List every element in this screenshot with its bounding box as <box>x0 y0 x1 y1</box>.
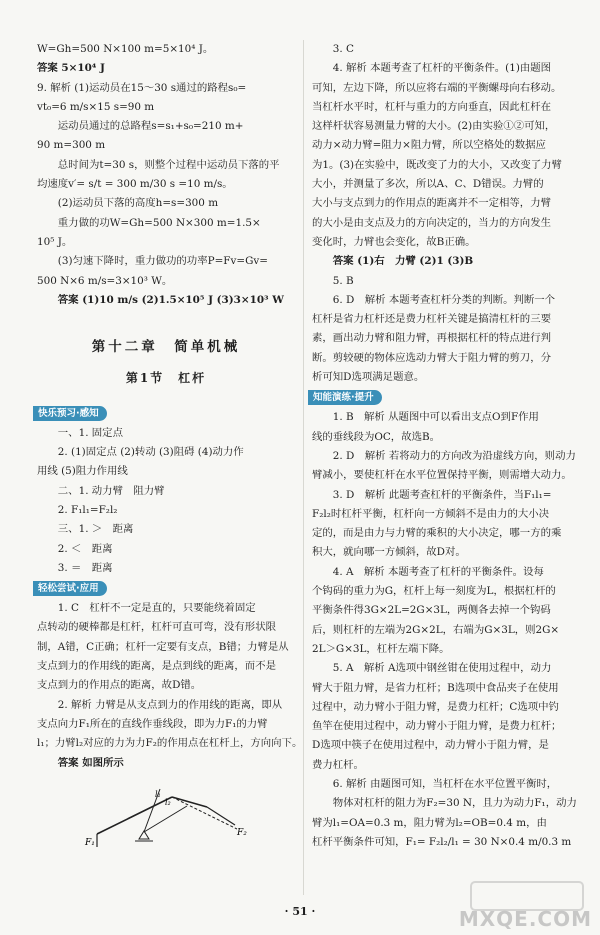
label-f2: F₂ <box>237 827 247 838</box>
text-line: l₁；力臂l₂对应的力为力F₂的作用点在杠杆上，方向向下。 <box>37 737 303 750</box>
text-line: 1. B 解析 从题图中可以看出支点O到F作用 <box>332 411 539 424</box>
text-line: 2. ＜ 距离 <box>57 542 113 555</box>
text-line: 臂大于阻力臂，是省力杠杆；B选项中食品夹子在使用 <box>312 681 559 694</box>
text-line: 答案 (1)10 m/s (2)1.5×10⁵ J (3)3×10³ W <box>57 293 284 306</box>
text-line: F₂l₂时杠杆平衡，杠杆向一方倾斜不是由力的大小决 <box>312 507 550 520</box>
right-bottom-block <box>312 408 577 852</box>
label-l2: l₂ <box>165 797 171 807</box>
text-line: vt₀=6 m/s×15 s=90 m <box>37 100 155 113</box>
text-line: 2. (1)固定点 (2)转动 (3)阻碍 (4)动力作 <box>57 446 244 459</box>
lever-diagram <box>77 779 257 849</box>
label-f1: F₁ <box>85 837 95 848</box>
text-line: 可知，左边下降，所以应将右端的平衡螺母向右移动。 <box>312 81 562 94</box>
text-line: 6. 解析 由题图可知，当杠杆在水平位置平衡时， <box>332 777 558 790</box>
text-line: 3. D 解析 此题考查杠杆的平衡条件，当F₁l₁= <box>332 488 552 501</box>
text-line: 1. C 杠杆不一定是直的，只要能绕着固定 <box>57 602 256 615</box>
left-mid-block <box>37 424 295 578</box>
chapter-title: 第十二章 简单机械 <box>91 339 241 356</box>
text-line: 6. D 解析 本题考查杠杆分类的判断。判断一个 <box>332 293 556 306</box>
text-line: 支点向力F₁所在的直线作垂线段，即为力F₁的力臂 <box>37 717 268 730</box>
column-divider <box>303 40 304 895</box>
watermark-text: MXQE.COM <box>458 906 592 931</box>
text-line: 4. 解析 本题考查了杠杆的平衡条件。(1)由题图 <box>332 62 552 75</box>
right-top-block <box>312 40 568 387</box>
text-line: 臂为l₁=OA=0.3 m，阻力臂为l₂=OB=0.4 m，由 <box>312 816 547 829</box>
text-line: 答案 5×10⁴ J <box>37 62 105 75</box>
force-line-dashed <box>172 797 237 829</box>
right-column <box>312 40 577 852</box>
text-line: 支点到力的作用点的距离，故D错。 <box>37 679 202 692</box>
text-line: 臂减小，要使杠杆在水平位置保持平衡，则需增大动力。 <box>312 469 572 482</box>
text-line: 2. 解析 力臂是从支点到力的作用线的距离，即从 <box>57 698 283 711</box>
text-line: 大小与支点到力的作用点的距离并不一定相等，力臂 <box>312 197 551 210</box>
text-line: 物体对杠杆的阻力为F₂=30 N，且力为动力F₁，动力 <box>332 797 577 810</box>
text-line: D选项中筷子在使用过程中，动力臂小于阻力臂，是 <box>312 739 549 752</box>
text-line: 为1。(3)在实验中，既改变了力的大小，又改变了力臂 <box>312 158 562 171</box>
page-number: · 51 · <box>284 904 316 918</box>
text-line: 平衡条件得3G×2L=2G×3L，两侧各去掉一个钩码 <box>312 604 551 617</box>
text-line: 均速度v′= s/t = 300 m/30 s =10 m/s。 <box>37 178 233 191</box>
left-column <box>37 40 303 849</box>
text-line: 定的，而是由力与力臂的乘积的大小决定，哪一方的乘 <box>312 527 562 540</box>
text-line: 2L＞G×3L，杠杆左端下降。 <box>312 642 450 655</box>
text-line: 变化时，力臂也会变化，故B正确。 <box>312 235 476 248</box>
text-line: 个钩码的重力为G，杠杆上每一刻度为L，根据杠杆的 <box>312 585 556 598</box>
tag-easy-try: 轻松尝试·应用 <box>33 581 107 596</box>
text-line: 3. ＝ 距离 <box>57 561 113 574</box>
text-line: W=Gh=500 N×100 m=5×10⁴ J。 <box>37 43 214 55</box>
text-line: 2. D 解析 若将动力的方向改为沿虚线方向，则动力 <box>332 449 576 462</box>
text-line: 9. 解析 (1)运动员在15～30 s通过的路程s₀= <box>37 81 247 94</box>
text-line: 费力杠杆。 <box>312 758 364 771</box>
text-line: 点转动的硬棒都是杠杆，杠杆可直可弯，没有形状限 <box>37 621 276 634</box>
text-line: 5. A 解析 A选项中钢丝钳在使用过程中，动力 <box>332 662 552 675</box>
lever-bar-right <box>172 797 207 807</box>
text-line: 2. F₁l₁=F₂l₂ <box>57 503 118 516</box>
label-l1: l₁ <box>155 789 161 799</box>
left-top-block <box>37 40 295 310</box>
text-line: 断。剪较硬的物体应选动力臂大于阻力臂的剪刀，分 <box>312 351 551 364</box>
text-line: 杠杆平衡条件可知，F₁= F₂l₂/l₁ = 30 N×0.4 m/0.3 m <box>312 835 572 848</box>
text-line: (2)运动员下落的高度h=s=300 m <box>57 197 219 210</box>
text-line: 当杠杆水平时，杠杆与重力的方向垂直，因此杠杆在 <box>312 100 551 113</box>
section-title: 第1节 杠杆 <box>125 371 207 386</box>
text-line: 过程中，动力臂小于阻力臂，是费力杠杆；C选项中钓 <box>312 700 559 713</box>
text-line: 线的垂线段为OC，故选B。 <box>312 430 441 443</box>
text-line: 大小，并测量了多次，所以A、C、D错误。力臂的 <box>312 178 544 191</box>
text-line: 支点到力的作用线的距离，是点到线的距离，而不是 <box>37 660 276 673</box>
fulcrum-triangle <box>139 831 149 839</box>
text-line: 答案 (1)右 力臂 (2)1 (3)B <box>332 255 474 268</box>
text-line: 运动员通过的总路程s=s₁+s₀=210 m+ <box>57 120 244 133</box>
text-line: 这样杆状容易测量力臂的大小。(2)由实验①②可知， <box>312 120 556 133</box>
text-line: 制，A错，C正确；杠杆一定要有支点，B错；力臂是从 <box>37 640 289 653</box>
text-line: 3. C <box>332 43 354 55</box>
text-line: 一、1. 固定点 <box>57 426 123 439</box>
tag-happy-preview: 快乐预习·感知 <box>33 406 107 421</box>
text-line: 总时间为t=30 s，则整个过程中运动员下落的平 <box>57 158 280 171</box>
force-f2-arrow <box>207 807 235 825</box>
text-line: 三、1. ＞ 距离 <box>57 523 134 536</box>
text-line: 析可知D选项满足题意。 <box>312 371 425 384</box>
text-line: 素，画出动力臂和阻力臂，再根据杠杆的特点进行判 <box>312 332 551 345</box>
text-line: 重力做的功W=Gh=500 N×300 m=1.5× <box>57 216 261 229</box>
text-line: 10⁵ J。 <box>37 235 73 248</box>
text-line: 90 m=300 m <box>37 139 106 152</box>
text-line: 后，则杠杆的左端为2G×2L，右端为G×3L，则2G× <box>312 623 560 636</box>
left-bottom-block <box>37 599 303 773</box>
text-line: (3)匀速下降时，重力做功的功率P=Fv=Gv= <box>57 255 268 268</box>
text-line: 4. A 解析 本题考查了杠杆的平衡条件。设每 <box>332 565 544 578</box>
text-line: 500 N×6 m/s=3×10³ W。 <box>37 274 173 287</box>
arm-l2-line <box>144 806 187 832</box>
text-line: 答案 如图所示 <box>57 756 124 769</box>
lever-figure <box>77 779 257 849</box>
text-line: 5. B <box>332 274 354 287</box>
text-line: 动力×动力臂=阻力×阻力臂，所以空格处的数据应 <box>312 139 546 152</box>
text-line: 二、1. 动力臂 阻力臂 <box>57 484 165 497</box>
tag-practice-improve: 知能演练·提升 <box>308 390 382 405</box>
text-line: 鱼竿在使用过程中，动力臂小于阻力臂，是费力杠杆； <box>312 720 562 733</box>
text-line: 积大，就向哪一方倾斜，故D对。 <box>312 546 466 559</box>
text-line: 的大小是由支点及力的方向决定的，当力的方向发生 <box>312 216 551 229</box>
text-line: 杠杆是省力杠杆还是费力杠杆关键是搞清杠杆的三要 <box>312 313 551 326</box>
lever-bar-left <box>97 797 172 834</box>
text-line: 用线 (5)阻力作用线 <box>37 465 128 478</box>
